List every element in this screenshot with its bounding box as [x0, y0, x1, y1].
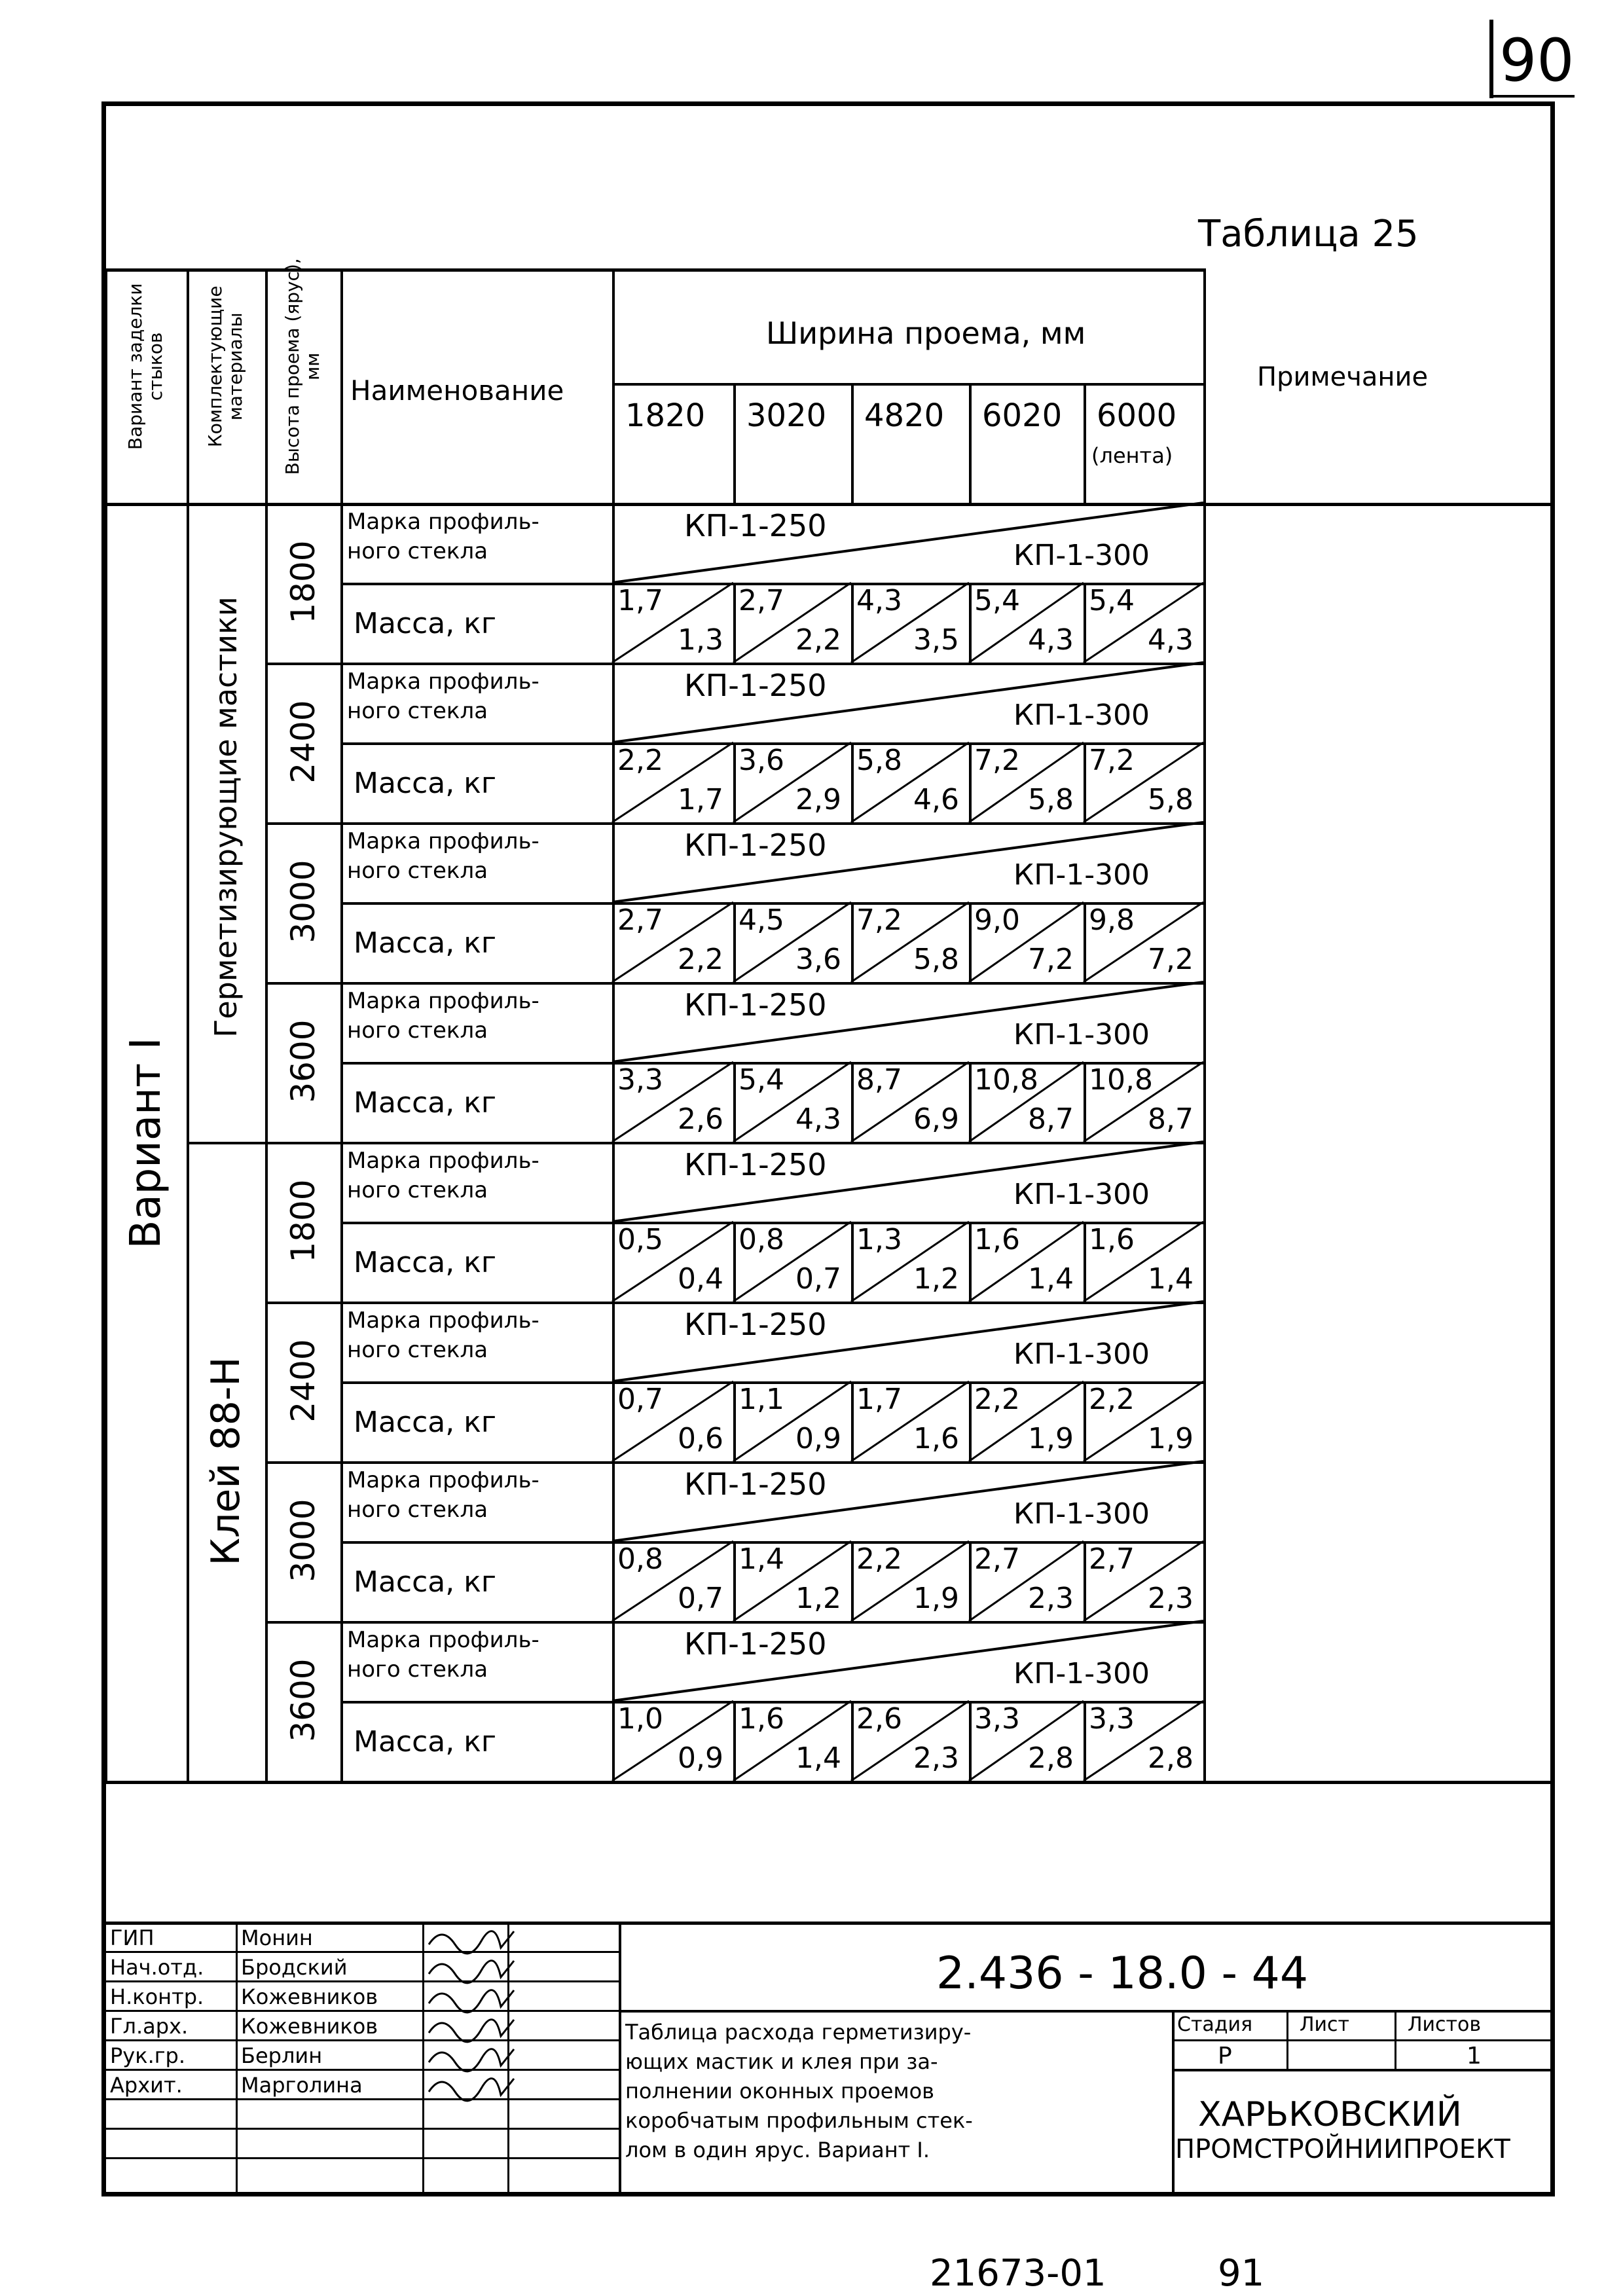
- height-label-0: 1800: [283, 540, 322, 624]
- header-width-ribbon-note: (лента): [1091, 443, 1173, 468]
- header-width-6000: 6000: [1097, 397, 1177, 434]
- variant-label: Вариант I: [121, 1037, 170, 1249]
- marka-label-line1-3: Марка профиль-: [347, 988, 539, 1014]
- marka-left-2: КП-1-250: [684, 828, 827, 863]
- mass-label-3: Масса, кг: [354, 1086, 496, 1120]
- marka-label-line1-1: Марка профиль-: [347, 668, 539, 695]
- marka-left-7: КП-1-250: [684, 1626, 827, 1662]
- marka-label-line1-4: Марка профиль-: [347, 1148, 539, 1174]
- mass-upper-6-4: 2,7: [1089, 1542, 1135, 1576]
- marka-label-line2-3: ного стекла: [347, 1017, 488, 1044]
- mass-lower-1-2: 4,6: [913, 783, 959, 816]
- mass-upper-1-1: 3,6: [739, 744, 784, 777]
- footer-page-number: 91: [1218, 2252, 1265, 2295]
- sheets-value: 1: [1467, 2043, 1482, 2069]
- mass-upper-4-1: 0,8: [739, 1223, 784, 1256]
- marka-label-line1-2: Марка профиль-: [347, 828, 539, 854]
- marka-label-line1-0: Марка профиль-: [347, 509, 539, 535]
- marka-right-0: КП-1-300: [1013, 539, 1150, 572]
- mass-upper-3-0: 3,3: [617, 1063, 663, 1097]
- mass-lower-2-2: 5,8: [913, 943, 959, 976]
- material-label-0: Герметизирующие мастики: [208, 596, 244, 1038]
- mass-upper-5-1: 1,1: [739, 1383, 784, 1416]
- org-name-line1: ХАРЬКОВСКИЙ: [1198, 2095, 1462, 2134]
- header-variant: Вариант заделки стыков: [124, 283, 166, 450]
- description-line-0: Таблица расхода герметизиру-: [625, 2020, 972, 2045]
- marka-right-6: КП-1-300: [1013, 1497, 1150, 1531]
- mass-lower-4-1: 0,7: [795, 1262, 841, 1296]
- mass-lower-4-3: 1,4: [1028, 1262, 1074, 1296]
- mass-upper-4-3: 1,6: [974, 1223, 1020, 1256]
- marka-label-line1-5: Марка профиль-: [347, 1307, 539, 1334]
- footer-archive-number: 21673-01: [930, 2252, 1106, 2295]
- stamp-name-1: Бродский: [241, 1955, 348, 1980]
- height-label-1: 2400: [283, 700, 322, 784]
- marka-right-1: КП-1-300: [1013, 699, 1150, 732]
- stamp-name-0: Монин: [241, 1925, 313, 1950]
- mass-lower-3-2: 6,9: [913, 1102, 959, 1136]
- marka-left-5: КП-1-250: [684, 1307, 827, 1342]
- mass-lower-5-0: 0,6: [678, 1422, 723, 1455]
- mass-upper-3-1: 5,4: [739, 1063, 784, 1097]
- mass-upper-0-3: 5,4: [974, 584, 1020, 617]
- stamp-stage-hdr-line: [1172, 2039, 1555, 2041]
- mass-lower-5-2: 1,6: [913, 1422, 959, 1455]
- mass-lower-3-0: 2,6: [678, 1102, 723, 1136]
- header-width-1820: 1820: [625, 397, 706, 434]
- mass-upper-4-2: 1,3: [856, 1223, 902, 1256]
- signature-1: [429, 1961, 514, 1983]
- mass-lower-4-2: 1,2: [913, 1262, 959, 1296]
- description-line-1: ющих мастик и клея при за-: [625, 2049, 938, 2074]
- mass-label-0: Масса, кг: [354, 607, 496, 640]
- mass-upper-0-1: 2,7: [739, 584, 784, 617]
- mass-upper-2-2: 7,2: [856, 903, 902, 937]
- mass-upper-0-2: 4,3: [856, 584, 902, 617]
- mass-upper-7-1: 1,6: [739, 1702, 784, 1736]
- mass-lower-6-3: 2,3: [1028, 1582, 1074, 1615]
- drawing-code: 2.436 - 18.0 - 44: [936, 1948, 1309, 1999]
- stage-value: Р: [1218, 2043, 1232, 2069]
- mass-lower-4-4: 1,4: [1148, 1262, 1194, 1296]
- description-line-3: коробчатым профильным стек-: [625, 2108, 973, 2133]
- mass-lower-6-2: 1,9: [913, 1582, 959, 1615]
- mass-lower-7-0: 0,9: [678, 1741, 723, 1775]
- mass-upper-1-0: 2,2: [617, 744, 663, 777]
- mass-upper-1-3: 7,2: [974, 744, 1020, 777]
- marka-label-line1-6: Марка профиль-: [347, 1467, 539, 1493]
- mass-label-6: Масса, кг: [354, 1565, 496, 1599]
- mass-lower-5-4: 1,9: [1148, 1422, 1194, 1455]
- description-line-2: полнении оконных проемов: [625, 2079, 935, 2104]
- mass-upper-3-4: 10,8: [1089, 1063, 1153, 1097]
- mass-lower-6-4: 2,3: [1148, 1582, 1194, 1615]
- marka-label-line2-2: ного стекла: [347, 858, 488, 884]
- height-label-5: 2400: [283, 1339, 322, 1423]
- marka-right-4: КП-1-300: [1013, 1178, 1150, 1211]
- mass-upper-1-4: 7,2: [1089, 744, 1135, 777]
- mass-lower-6-0: 0,7: [678, 1582, 723, 1615]
- mass-lower-1-1: 2,9: [795, 783, 841, 816]
- mass-upper-7-2: 2,6: [856, 1702, 902, 1736]
- header-width-3020: 3020: [746, 397, 827, 434]
- mass-label-2: Масса, кг: [354, 926, 496, 960]
- marka-left-4: КП-1-250: [684, 1147, 827, 1182]
- mass-lower-7-1: 1,4: [795, 1741, 841, 1775]
- marka-right-7: КП-1-300: [1013, 1657, 1150, 1690]
- stage-header: Стадия: [1177, 2013, 1253, 2036]
- stamp-name-3: Кожевников: [241, 2014, 378, 2039]
- page-number: 90: [1499, 26, 1575, 95]
- marka-label-line2-4: ного стекла: [347, 1177, 488, 1203]
- signature-0: [429, 1931, 514, 1954]
- marka-left-3: КП-1-250: [684, 987, 827, 1023]
- marka-label-line2-5: ного стекла: [347, 1337, 488, 1363]
- signature-4: [429, 2049, 514, 2071]
- height-label-7: 3600: [283, 1658, 322, 1742]
- mass-label-4: Масса, кг: [354, 1246, 496, 1279]
- stamp-role-4: Рук.гр.: [110, 2043, 186, 2068]
- mass-lower-7-2: 2,3: [913, 1741, 959, 1775]
- marka-right-2: КП-1-300: [1013, 858, 1150, 892]
- mass-lower-0-2: 3,5: [913, 623, 959, 657]
- mass-upper-5-4: 2,2: [1089, 1383, 1135, 1416]
- stamp-stage-left: [1172, 2010, 1175, 2193]
- height-label-4: 1800: [283, 1179, 322, 1263]
- mass-lower-7-4: 2,8: [1148, 1741, 1194, 1775]
- sheets-header: Листов: [1408, 2013, 1482, 2036]
- header-note: Примечание: [1257, 362, 1429, 392]
- mass-lower-0-4: 4,3: [1148, 623, 1194, 657]
- mass-lower-3-1: 4,3: [795, 1102, 841, 1136]
- mass-upper-6-3: 2,7: [974, 1542, 1020, 1576]
- org-name-line2: ПРОМСТРОЙНИИПРОЕКТ: [1175, 2134, 1510, 2164]
- marka-right-5: КП-1-300: [1013, 1338, 1150, 1371]
- stamp-role-3: Гл.арх.: [110, 2014, 189, 2039]
- mass-lower-2-0: 2,2: [678, 943, 723, 976]
- marka-label-line1-7: Марка профиль-: [347, 1627, 539, 1653]
- stamp-name-4: Берлин: [241, 2043, 323, 2068]
- mass-lower-0-0: 1,3: [678, 623, 723, 657]
- mass-upper-4-0: 0,5: [617, 1223, 663, 1256]
- mass-lower-5-3: 1,9: [1028, 1422, 1074, 1455]
- marka-left-1: КП-1-250: [684, 668, 827, 703]
- sheet-header: Лист: [1300, 2013, 1350, 2036]
- description-line-4: лом в один ярус. Вариант I.: [625, 2138, 930, 2162]
- mass-upper-5-3: 2,2: [974, 1383, 1020, 1416]
- header-height: Высота проема (ярус), мм: [281, 258, 323, 475]
- header-name: Наименование: [350, 374, 564, 407]
- header-materials: Комплектующие материалы: [204, 285, 246, 448]
- header-width-group: Ширина проема, мм: [766, 316, 1086, 351]
- stamp-role-5: Архит.: [110, 2073, 183, 2098]
- marka-label-line2-7: ного стекла: [347, 1656, 488, 1683]
- marka-label-line2-0: ного стекла: [347, 538, 488, 564]
- signature-2: [429, 1990, 514, 2013]
- mass-upper-7-0: 1,0: [617, 1702, 663, 1736]
- mass-lower-0-3: 4,3: [1028, 623, 1074, 657]
- mass-upper-2-0: 2,7: [617, 903, 663, 937]
- mass-upper-6-1: 1,4: [739, 1542, 784, 1576]
- mass-upper-4-4: 1,6: [1089, 1223, 1135, 1256]
- mass-lower-1-0: 1,7: [678, 783, 723, 816]
- mass-lower-2-3: 7,2: [1028, 943, 1074, 976]
- mass-label-5: Масса, кг: [354, 1406, 496, 1439]
- mass-lower-5-1: 0,9: [795, 1422, 841, 1455]
- height-label-3: 3600: [283, 1019, 322, 1103]
- table-title: Таблица 25: [1198, 213, 1419, 255]
- mass-upper-2-3: 9,0: [974, 903, 1020, 937]
- stamp-role-2: Н.контр.: [110, 1984, 204, 2009]
- mass-upper-7-3: 3,3: [974, 1702, 1020, 1736]
- marka-left-6: КП-1-250: [684, 1467, 827, 1502]
- marka-label-line2-6: ного стекла: [347, 1497, 488, 1523]
- stamp-role-0: ГИП: [110, 1925, 155, 1950]
- header-width-6020: 6020: [982, 397, 1063, 434]
- height-label-2: 3000: [283, 860, 322, 943]
- signature-3: [429, 2020, 514, 2042]
- height-label-6: 3000: [283, 1499, 322, 1582]
- mass-lower-6-1: 1,2: [795, 1582, 841, 1615]
- mass-lower-2-4: 7,2: [1148, 943, 1194, 976]
- stamp-name-2: Кожевников: [241, 1984, 378, 2009]
- mass-lower-1-3: 5,8: [1028, 783, 1074, 816]
- mass-label-7: Масса, кг: [354, 1725, 496, 1758]
- material-label-1: Клей 88-Н: [203, 1357, 249, 1566]
- mass-lower-4-0: 0,4: [678, 1262, 723, 1296]
- mass-upper-5-0: 0,7: [617, 1383, 663, 1416]
- signature-5: [429, 2079, 514, 2101]
- marka-right-3: КП-1-300: [1013, 1018, 1150, 1051]
- mass-upper-1-2: 5,8: [856, 744, 902, 777]
- stamp-name-5: Марголина: [241, 2073, 363, 2098]
- mass-upper-3-3: 10,8: [974, 1063, 1038, 1097]
- mass-upper-6-2: 2,2: [856, 1542, 902, 1576]
- header-width-4820: 4820: [864, 397, 945, 434]
- mass-upper-2-1: 4,5: [739, 903, 784, 937]
- mass-lower-1-4: 5,8: [1148, 783, 1194, 816]
- mass-upper-2-4: 9,8: [1089, 903, 1135, 937]
- mass-upper-7-4: 3,3: [1089, 1702, 1135, 1736]
- mass-lower-2-1: 3,6: [795, 943, 841, 976]
- mass-label-1: Масса, кг: [354, 767, 496, 800]
- marka-label-line2-1: ного стекла: [347, 698, 488, 724]
- mass-lower-3-4: 8,7: [1148, 1102, 1194, 1136]
- mass-upper-6-0: 0,8: [617, 1542, 663, 1576]
- mass-upper-3-2: 8,7: [856, 1063, 902, 1097]
- mass-lower-3-3: 8,7: [1028, 1102, 1074, 1136]
- marka-left-0: КП-1-250: [684, 508, 827, 543]
- mass-upper-5-2: 1,7: [856, 1383, 902, 1416]
- mass-upper-0-4: 5,4: [1089, 584, 1135, 617]
- mass-lower-0-1: 2,2: [795, 623, 841, 657]
- mass-upper-0-0: 1,7: [617, 584, 663, 617]
- mass-lower-7-3: 2,8: [1028, 1741, 1074, 1775]
- stamp-role-1: Нач.отд.: [110, 1955, 204, 1980]
